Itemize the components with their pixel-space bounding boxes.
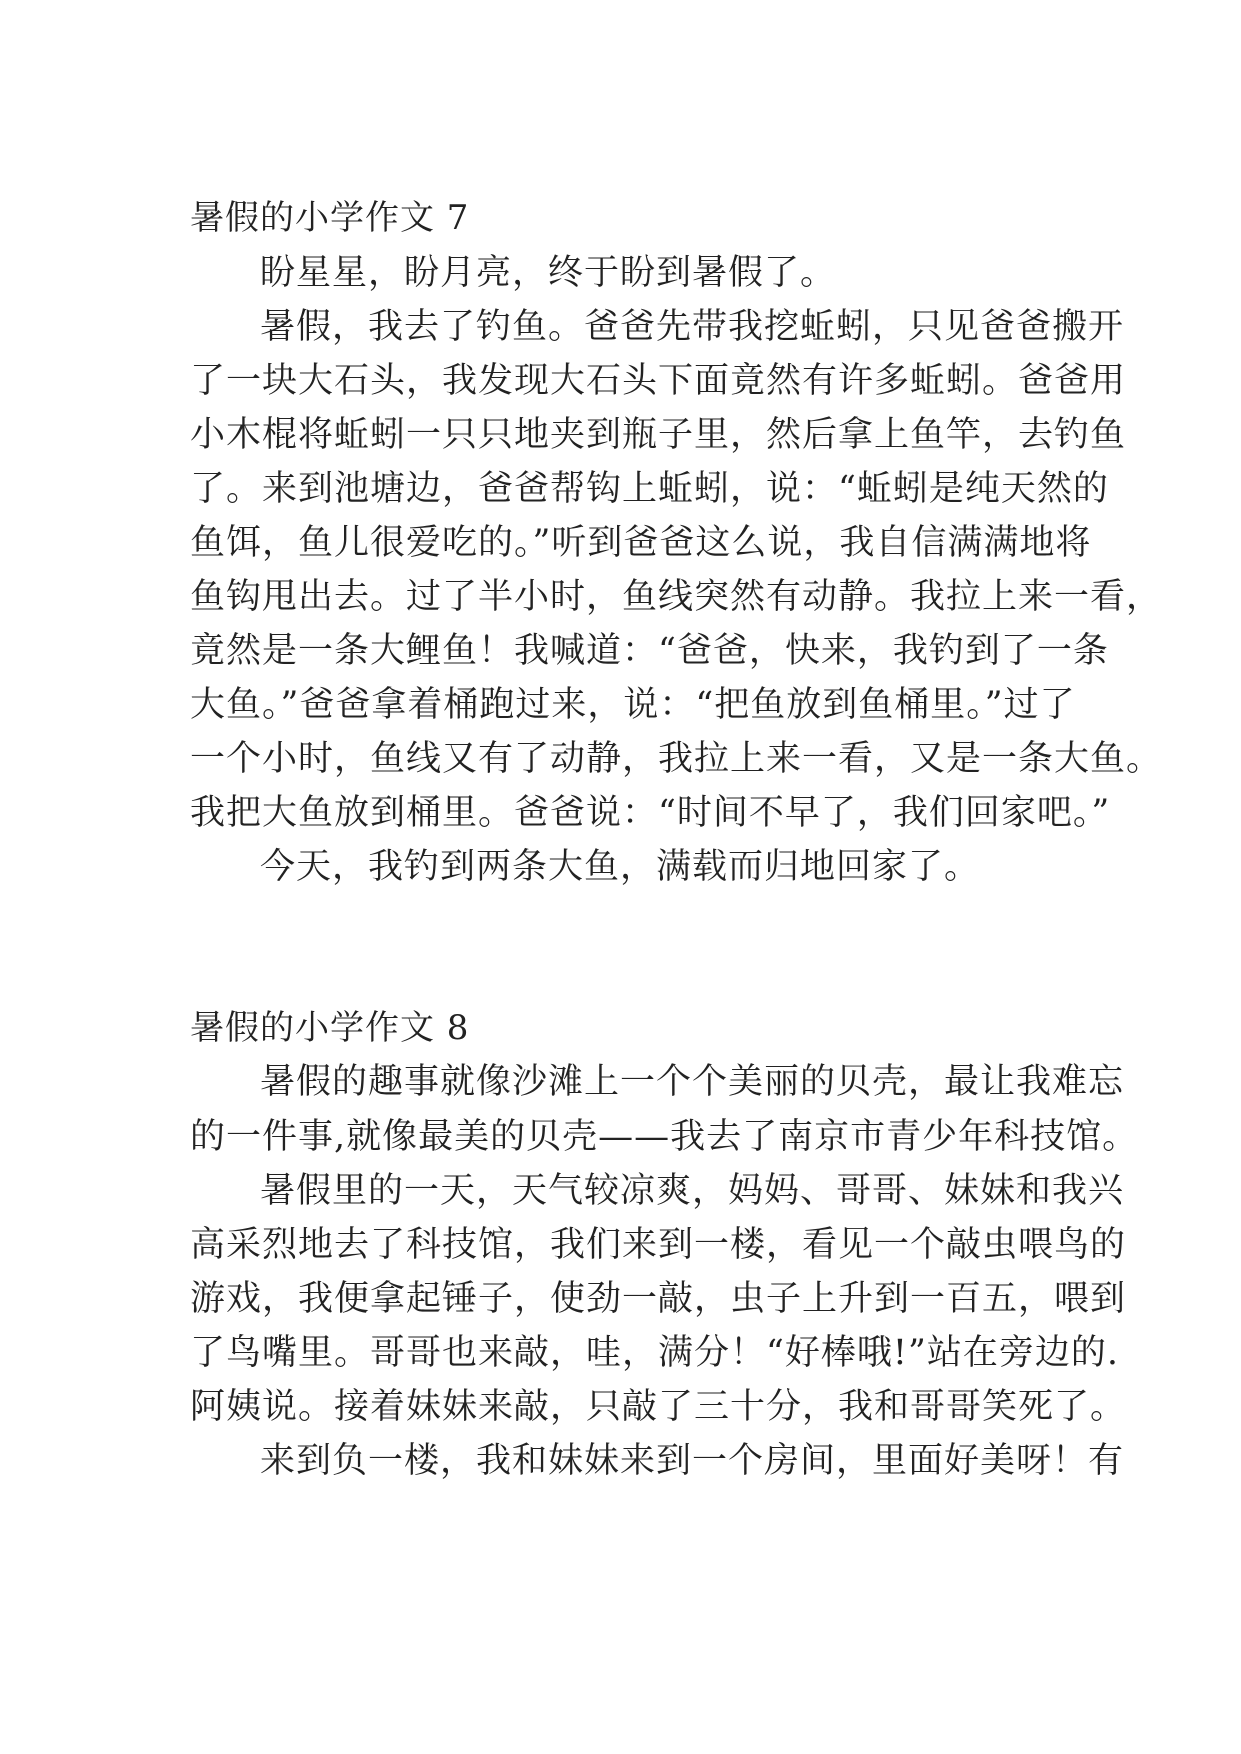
paragraph-line: 高采烈地去了科技馆，我们来到一楼，看见一个敲虫喂鸟的 (190, 1225, 1127, 1265)
paragraph-line: 阿姨说。接着妹妹来敲，只敲了三十分，我和哥哥笑死了。 (190, 1387, 1127, 1427)
paragraph-line: 鱼钩甩出去。过了半小时，鱼线突然有动静。我拉上来一看， (190, 577, 1163, 617)
paragraph-line: 暑假的趣事就像沙滩上一个个美丽的贝壳，最让我难忘 (260, 1062, 1125, 1102)
paragraph-line: 大鱼。”爸爸拿着桶跑过来，说：“把鱼放到鱼桶里。”过了 (190, 685, 1076, 725)
paragraph-line: 了。来到池塘边，爸爸帮钩上蚯蚓，说：“蚯蚓是纯天然的 (190, 469, 1109, 509)
paragraph-line: 我把大鱼放到桶里。爸爸说：“时间不早了，我们回家吧。” (190, 793, 1111, 833)
paragraph-line: 暑假，我去了钓鱼。爸爸先带我挖蚯蚓，只见爸爸搬开 (260, 307, 1125, 347)
paragraph-line: 盼星星，盼月亮，终于盼到暑假了。 (260, 253, 837, 293)
paragraph-line: 一个小时，鱼线又有了动静，我拉上来一看，又是一条大鱼。 (190, 739, 1163, 779)
paragraph-line: 游戏，我便拿起锤子，使劲一敲，虫子上升到一百五，喂到 (190, 1279, 1127, 1319)
section-title-7: 暑假的小学作文 7 (190, 198, 470, 238)
paragraph-line: 了一块大石头，我发现大石头下面竟然有许多蚯蚓。爸爸用 (190, 361, 1127, 401)
section-title-8: 暑假的小学作文 8 (190, 1008, 470, 1048)
paragraph-line: 来到负一楼，我和妹妹来到一个房间，里面好美呀！有 (260, 1441, 1125, 1481)
paragraph-line: 了鸟嘴里。哥哥也来敲，哇，满分！“好棒哦!”站在旁边的. (190, 1333, 1119, 1373)
paragraph-line: 小木棍将蚯蚓一只只地夹到瓶子里，然后拿上鱼竿，去钓鱼 (190, 415, 1127, 455)
paragraph-line: 鱼饵，鱼儿很爱吃的。”听到爸爸这么说，我自信满满地将 (190, 523, 1092, 563)
paragraph-line: 暑假里的一天，天气较凉爽，妈妈、哥哥、妹妹和我兴 (260, 1171, 1125, 1211)
paragraph-line: 的一件事,就像最美的贝壳——我去了南京市青少年科技馆。 (190, 1117, 1139, 1157)
paragraph-line: 今天，我钓到两条大鱼，满载而归地回家了。 (260, 847, 981, 887)
paragraph-line: 竟然是一条大鲤鱼！我喊道：“爸爸，快来，我钓到了一条 (190, 631, 1109, 671)
